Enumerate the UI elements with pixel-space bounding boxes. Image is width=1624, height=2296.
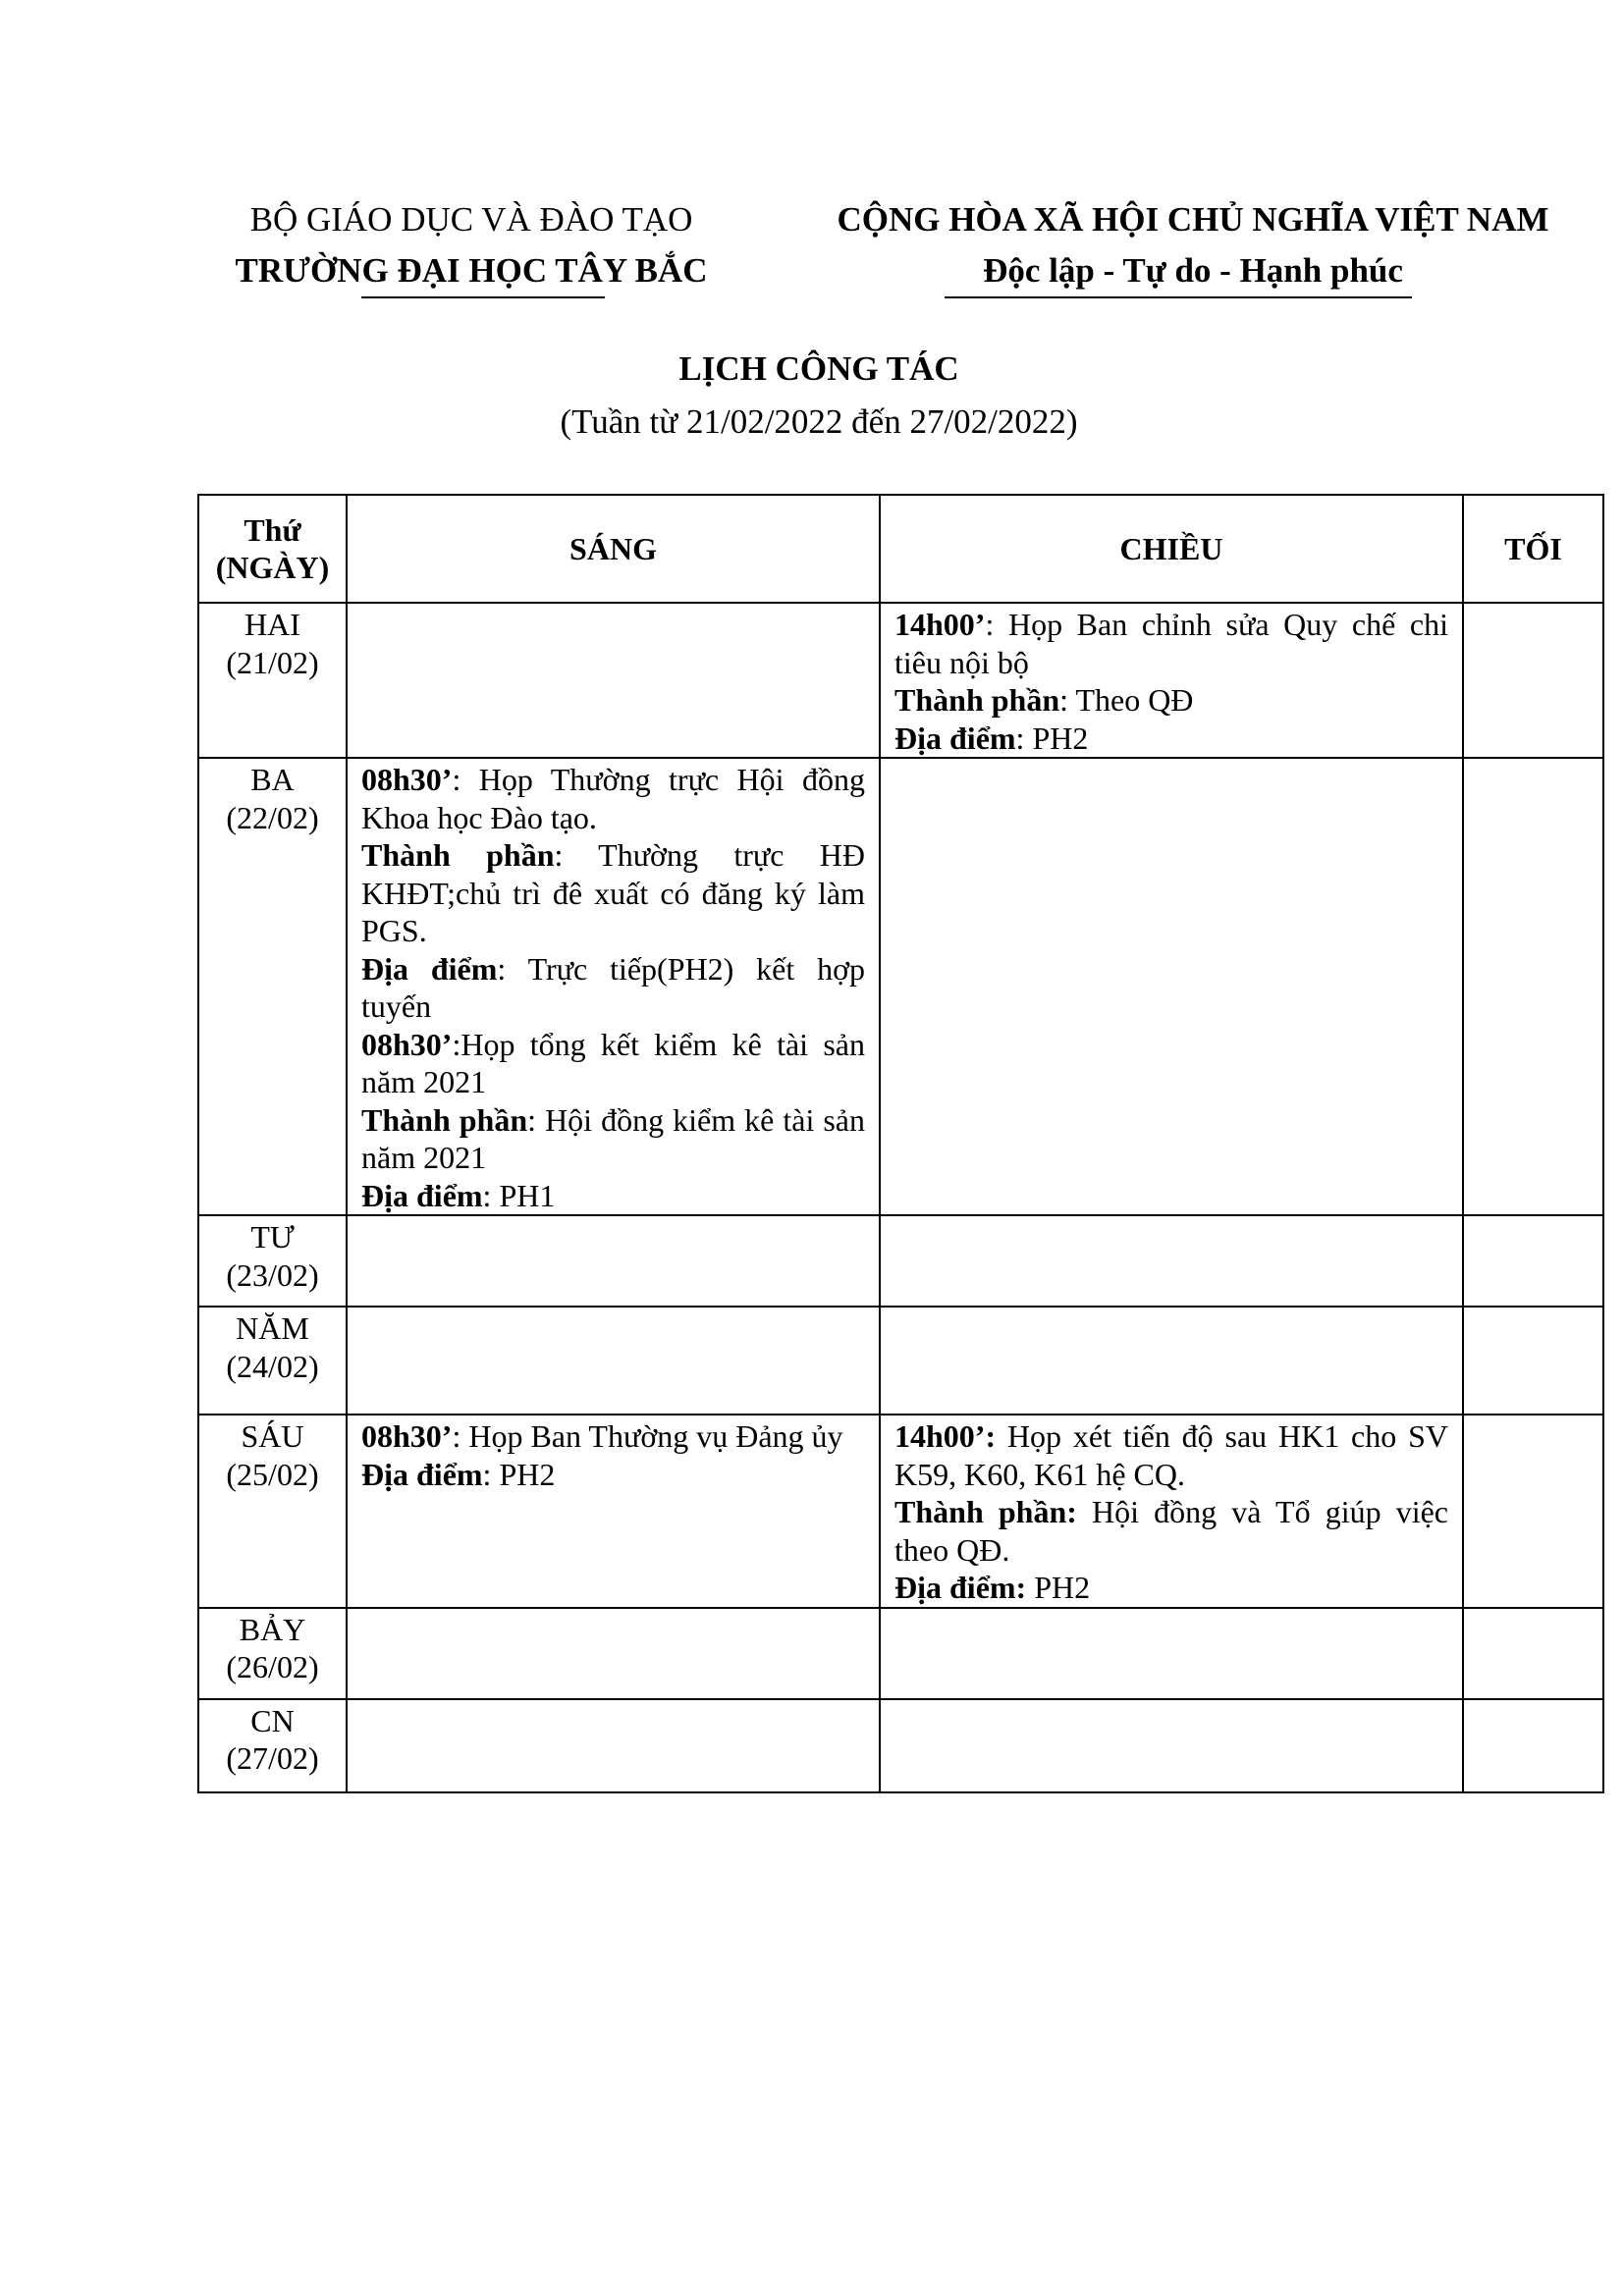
table-row (198, 758, 1603, 1215)
university-name: TRƯỜNG ĐẠI HỌC TÂY BẮC (235, 251, 708, 290)
location-label: Địa điểm (361, 1177, 483, 1213)
day-cell (198, 758, 347, 1215)
day-name: BA (250, 762, 295, 797)
morning-cell (347, 1608, 880, 1699)
day-cell (198, 1307, 347, 1415)
evening-cell (1463, 758, 1603, 1215)
issuer-block (196, 194, 746, 296)
location-value: PH2 (1026, 1570, 1091, 1605)
evening-cell (1463, 1699, 1603, 1792)
event-members (894, 681, 1448, 720)
document-subtitle: (Tuần từ 21/02/2022 đến 27/02/2022) (560, 402, 1078, 441)
event-location (894, 1569, 1448, 1607)
members-value: : Thường trực HĐ KHĐT;chủ trì đê xuất có đăng ký làm PGS. (361, 837, 865, 948)
afternoon-cell (880, 1699, 1463, 1792)
col-header-evening: TỐI (1463, 495, 1603, 603)
event-location (361, 950, 865, 1026)
afternoon-cell (880, 1307, 1463, 1415)
members-label: Thành phần (361, 837, 555, 873)
motto-underline (945, 296, 1412, 298)
schedule-table (197, 494, 1604, 1793)
event-entry (894, 1417, 1448, 1493)
members-label: Thành phần: (894, 1494, 1077, 1529)
col-header-day-label: Thứ (244, 511, 301, 548)
day-cell (198, 1415, 347, 1608)
day-cell (198, 603, 347, 758)
col-header-morning: SÁNG (347, 495, 880, 603)
location-value: : PH2 (1015, 720, 1089, 756)
event-location (361, 1177, 865, 1215)
event-time: 08h30’ (361, 762, 453, 797)
morning-cell (347, 1307, 880, 1415)
location-label: Địa điểm: (894, 1570, 1027, 1605)
afternoon-cell (880, 603, 1463, 758)
col-header-date-label: (NGÀY) (215, 550, 330, 585)
members-label: Thành phần (361, 1101, 528, 1138)
motto: Độc lập - Tự do - Hạnh phúc (983, 251, 1403, 290)
day-date: (23/02) (226, 1256, 319, 1293)
event-time: 14h00’: (894, 1418, 997, 1454)
evening-cell (1463, 1608, 1603, 1699)
day-cell (198, 1699, 347, 1792)
event-entry (361, 1417, 865, 1456)
day-name: HAI (244, 607, 300, 642)
evening-cell (1463, 1215, 1603, 1307)
day-name: NĂM (236, 1310, 309, 1346)
afternoon-cell (880, 1415, 1463, 1608)
event-entry (361, 1026, 865, 1101)
event-location (361, 1456, 865, 1494)
day-cell (198, 1215, 347, 1307)
event-description: : Họp Ban Thường vụ Đảng ủy (452, 1418, 843, 1454)
members-label: Thành phần (894, 682, 1060, 718)
morning-cell (347, 603, 880, 758)
event-description: : Họp Ban chỉnh sửa Quy chế chi tiêu nội bộ (894, 607, 1448, 680)
event-description: Họp xét tiến độ sau HK1 cho SV K59, K60, K61 hệ CQ. (894, 1418, 1448, 1492)
location-value: : PH1 (482, 1177, 556, 1213)
table-row (198, 1215, 1603, 1307)
document-title: LỊCH CÔNG TÁC (678, 349, 959, 388)
col-header-afternoon: CHIỀU (880, 495, 1463, 603)
event-description: : Họp Thường trực Hội đồng Khoa học Đào tạo. (361, 762, 865, 835)
morning-cell (347, 1699, 880, 1792)
evening-cell (1463, 603, 1603, 758)
day-date: (26/02) (226, 1649, 319, 1684)
location-value: : PH2 (482, 1456, 556, 1492)
ministry-name: BỘ GIÁO DỤC VÀ ĐÀO TẠO (249, 200, 693, 239)
morning-cell (347, 758, 880, 1215)
event-time: 14h00’ (894, 607, 986, 642)
table-header-row (198, 495, 1603, 603)
event-time: 08h30’ (361, 1026, 453, 1062)
event-entry (894, 606, 1448, 681)
day-date: (24/02) (226, 1348, 319, 1384)
day-date: (27/02) (226, 1740, 319, 1776)
table-row (198, 1307, 1603, 1415)
location-value: : Trực tiếp(PH2) kết hợp tuyến (361, 950, 865, 1024)
issuer-underline (361, 296, 605, 298)
table-row (198, 1415, 1603, 1608)
evening-cell (1463, 1415, 1603, 1608)
event-time: 08h30’ (361, 1418, 453, 1454)
event-location (894, 720, 1448, 758)
event-members (361, 1101, 865, 1177)
day-name: TƯ (250, 1219, 295, 1255)
day-name: BẢY (239, 1611, 306, 1647)
morning-cell (347, 1415, 880, 1608)
location-label: Địa điểm (361, 950, 498, 987)
national-motto-block (805, 194, 1581, 296)
table-row (198, 1608, 1603, 1699)
event-entry (361, 761, 865, 836)
country-name: CỘNG HÒA XÃ HỘI CHỦ NGHĨA VIỆT NAM (837, 200, 1549, 239)
members-value: Hội đồng và Tổ giúp việc theo QĐ. (894, 1494, 1449, 1568)
location-label: Địa điểm (894, 720, 1016, 756)
afternoon-cell (880, 1215, 1463, 1307)
event-members (894, 1493, 1448, 1569)
day-name: SÁU (241, 1418, 304, 1454)
day-date: (22/02) (226, 799, 319, 835)
day-date: (21/02) (226, 644, 319, 680)
members-value: : Theo QĐ (1059, 682, 1194, 718)
afternoon-cell (880, 758, 1463, 1215)
members-value: : Hội đồng kiểm kê tài sản năm 2021 (361, 1101, 866, 1175)
location-label: Địa điểm (361, 1456, 483, 1492)
table-row (198, 1699, 1603, 1792)
day-cell (198, 1608, 347, 1699)
evening-cell (1463, 1307, 1603, 1415)
day-name: CN (250, 1702, 295, 1738)
event-members (361, 836, 865, 950)
event-description: :Họp tổng kết kiểm kê tài sản năm 2021 (361, 1026, 865, 1099)
table-row (198, 603, 1603, 758)
afternoon-cell (880, 1608, 1463, 1699)
col-header-day (198, 495, 347, 603)
morning-cell (347, 1215, 880, 1307)
day-date: (25/02) (226, 1456, 319, 1492)
